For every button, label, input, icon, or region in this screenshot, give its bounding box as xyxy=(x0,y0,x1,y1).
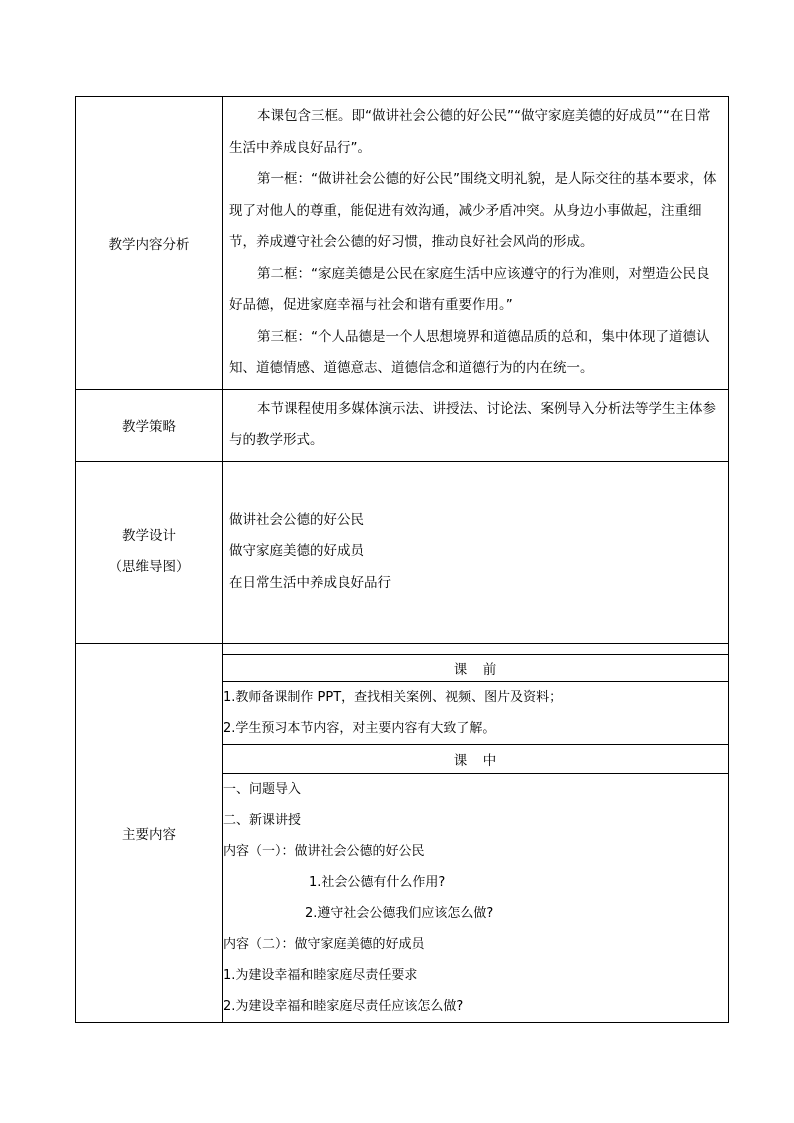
during-line: 1.为建设幸福和睦家庭尽责任要求 xyxy=(223,967,418,983)
content-inner-table xyxy=(223,654,728,1022)
before-class-item: 1.教师备课制作 PPT，查找相关案例、视频、图片及资料； xyxy=(223,689,563,705)
during-line: 二、新课讲授 xyxy=(223,812,302,828)
during-line: 内容（二）：做守家庭美德的好成员 xyxy=(223,936,425,952)
design-item: 做守家庭美德的好成员 xyxy=(229,543,364,560)
strategy-row xyxy=(76,389,729,461)
content-cell xyxy=(223,643,729,1022)
analysis-content xyxy=(223,97,729,390)
design-item: 在日常生活中养成良好品行 xyxy=(229,574,391,591)
analysis-paragraph-1: 本课包含三框。即“做讲社会公德的好公民”“做守家庭美德的好成员”“在日常生活中养成良好品行”。 xyxy=(229,108,711,156)
strategy-content xyxy=(223,389,729,461)
analysis-paragraph-2: 第一框：“做讲社会公德的好公民”围绕文明礼貌，是人际交往的基本要求，体现了对他人的尊重，能促进有效沟通，减少矛盾冲突。从身边小事做起，注重细节，养成遵守社会公德的好习惯，推动良好社会风尚的形成。 xyxy=(229,171,717,250)
content-label: 主要内容 xyxy=(76,643,223,1022)
analysis-row xyxy=(76,97,729,390)
strategy-label: 教学策略 xyxy=(76,389,223,461)
during-line: 一、问题导入 xyxy=(223,781,302,797)
analysis-paragraph-4: 第三框：“个人品德是一个人思想境界和道德品质的总和，集中体现了道德认知、道德情感、道德意志、道德信念和道德行为的内在统一。 xyxy=(229,328,710,376)
during-line: 2.遵守社会公德我们应该怎么做? xyxy=(305,905,494,921)
design-label-line-2: （思维导图） xyxy=(108,559,190,575)
during-line: 内容（一）：做讲社会公德的好公民 xyxy=(223,843,425,859)
during-class-content xyxy=(223,773,728,1022)
design-row xyxy=(76,461,729,643)
before-class-header: 课 前 xyxy=(223,654,728,681)
before-class-item: 2.学生预习本节内容，对主要内容有大致了解。 xyxy=(223,720,496,736)
design-label xyxy=(76,461,223,643)
analysis-label: 教学内容分析 xyxy=(76,97,223,390)
analysis-paragraph-3: 第二框：“家庭美德是公民在家庭生活中应该遵守的行为准则，对塑造公民良好品德，促进家庭幸福与社会和谐有重要作用。” xyxy=(229,265,710,313)
during-line: 1.社会公德有什么作用? xyxy=(309,874,446,890)
before-class-content xyxy=(223,681,728,744)
lesson-plan-table xyxy=(75,96,729,1023)
design-content xyxy=(223,461,729,643)
content-row xyxy=(76,643,729,1022)
design-label-line-1: 教学设计 xyxy=(122,528,176,544)
design-item: 做讲社会公德的好公民 xyxy=(229,511,364,528)
strategy-text: 本节课程使用多媒体演示法、讲授法、讨论法、案例导入分析法等学生主体参与的教学形式。 xyxy=(229,400,716,448)
during-class-header: 课 中 xyxy=(223,744,728,773)
during-line: 2.为建设幸福和睦家庭尽责任应该怎么做? xyxy=(223,998,464,1014)
